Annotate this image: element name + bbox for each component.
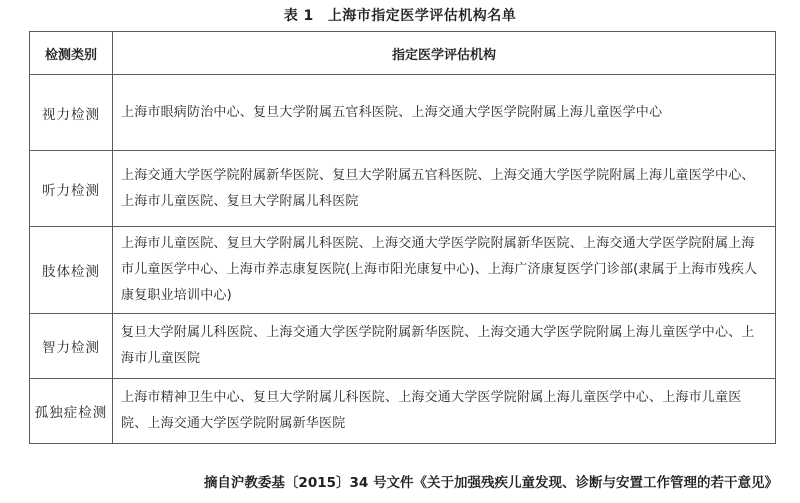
table-row [30, 314, 776, 379]
row-category-intellect: 智力检测 [30, 314, 113, 379]
table-number: 表 1 [283, 8, 314, 24]
table-row [30, 379, 776, 444]
table-caption [0, 5, 800, 25]
header-institutions: 指定医学评估机构 [113, 32, 776, 75]
row-category-vision: 视力检测 [30, 75, 113, 151]
row-institutions-vision: 上海市眼病防治中心、复旦大学附属五官科医院、上海交通大学医学院附属上海儿童医学中心 [113, 75, 776, 151]
source-note: 摘自沪教委基〔2015〕34 号文件《关于加强残疾儿童发现、诊断与安置工作管理的若干意见》 [203, 475, 778, 491]
table-row [30, 151, 776, 227]
institution-table [29, 31, 776, 444]
row-institutions-autism: 上海市精神卫生中心、复旦大学附属儿科医院、上海交通大学医学院附属上海儿童医学中心、上海市儿童医院、上海交通大学医学院附属新华医院 [113, 379, 776, 444]
row-institutions-hearing: 上海交通大学医学院附属新华医院、复旦大学附属五官科医院、上海交通大学医学院附属上海儿童医学中心、上海市儿童医院、复旦大学附属儿科医院 [113, 151, 776, 227]
row-institutions-intellect: 复旦大学附属儿科医院、上海交通大学医学院附属新华医院、上海交通大学医学院附属上海儿童医学中心、上海市儿童医院 [113, 314, 776, 379]
row-category-limb: 肢体检测 [30, 227, 113, 314]
table-row [30, 75, 776, 151]
row-category-hearing: 听力检测 [30, 151, 113, 227]
table-row [30, 227, 776, 314]
row-category-autism: 孤独症检测 [30, 379, 113, 444]
table-title: 上海市指定医学评估机构名单 [327, 8, 517, 24]
header-category: 检测类别 [30, 32, 113, 75]
row-institutions-limb: 上海市儿童医院、复旦大学附属儿科医院、上海交通大学医学院附属新华医院、上海交通大学医学院附属上海市儿童医学中心、上海市养志康复医院(上海市阳光康复中心)、上海广济康复医学门诊部(隶属于上海市残疾人康复职业培训中心) [113, 227, 776, 314]
table-header-row [30, 32, 776, 75]
